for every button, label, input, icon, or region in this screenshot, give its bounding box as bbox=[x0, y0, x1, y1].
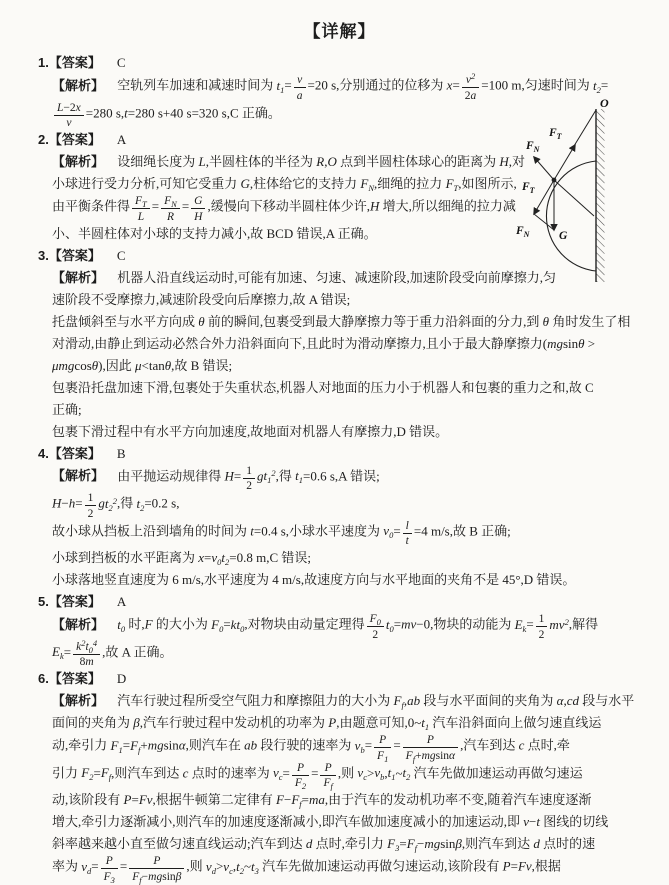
solution-paragraph: 【解析】 $t_0$ 时,F 的大小为 $F_0=kt_0$,对物块由动量定理得 $\frac{F_0}{2}$ $t_0=mv-0$,物块的动能为 $E_k=$ $\frac{1}{2}$ $mv^2$,解得 bbox=[52, 613, 599, 641]
normal-force-arrow bbox=[534, 157, 554, 180]
normal-force-label-upper: $F_N$ bbox=[526, 140, 540, 154]
radius-line bbox=[554, 180, 594, 216]
answer-label: 5.【答案】 bbox=[38, 594, 101, 609]
ball-dot bbox=[552, 178, 557, 183]
tension-label-lower: $F_T$ bbox=[522, 181, 535, 195]
solution-paragraph: 小、半圆柱体对小球的支持力减小,故 BCD 错误,A 正确。 bbox=[52, 225, 377, 241]
solution-paragraph: 托盘倾斜至与水平方向成 θ 前的瞬间,包裹受到最大静摩擦力等于重力沿斜面的分力,到 θ 角时发生了相 bbox=[52, 313, 631, 329]
tension-label-upper: $F_T$ bbox=[549, 127, 562, 141]
solution-paragraph: 【解析】 汽车行驶过程所受空气阻力和摩擦阻力的大小为 $F_f,ab$ 段与水平面间的夹角为 α,cd 段与水平 bbox=[52, 693, 635, 710]
answer-item-6 bbox=[38, 668, 641, 883]
force-diagram bbox=[508, 94, 636, 294]
answer-item-4 bbox=[38, 443, 641, 592]
answer-item-5 bbox=[38, 591, 641, 668]
solution-paragraph: μmgcosθ),因此 μ<tanθ,故 B 错误; bbox=[52, 357, 233, 373]
point-o-label: O bbox=[600, 96, 609, 110]
solution-paragraph: 【解析】 设细绳长度为 L,半圆柱体的半径为 R,O 点到半圆柱体球心的距离为 H,对 bbox=[52, 154, 526, 169]
solution-paragraph: 引力 $F_2=F_f$,则汽车到达 c 点时的速率为 $v_c=$ $\frac{P}{F_2}$ = $\frac{P}{F_f}$ ,则 $v_c>v_b,t_1\sim t_2$ 汽车先做加速运动再做匀速运 bbox=[52, 761, 583, 791]
answer-label: 2.【答案】 bbox=[38, 132, 101, 147]
solution-paragraph: 斜率越来越小直至做匀速直线运动;汽车到达 d 点时,牵引力 $F_3=F_f-mgsin\beta$,则汽车到达 d 点时的速 bbox=[52, 836, 596, 853]
wall-hatching bbox=[597, 109, 605, 282]
solution-paragraph: 包裹下滑过程中有水平方向加速度,故地面对机器人有摩擦力,D 错误。 bbox=[52, 423, 449, 439]
answer-value: D bbox=[116, 671, 127, 686]
answer-value: B bbox=[116, 445, 126, 461]
normal-force-label-lower: $F_N$ bbox=[516, 225, 530, 239]
solution-paragraph: 包裹沿托盘加速下滑,包裹处于失重状态,机器人对地面的压力小于机器人和包裹的重力之和,故 C bbox=[52, 379, 594, 395]
answer-label: 6.【答案】 bbox=[38, 671, 101, 686]
gravity-label: G bbox=[559, 230, 568, 242]
tension-component-arrow bbox=[534, 180, 554, 214]
solution-paragraph: H−h= $\frac{1}{2}$ $gt_2^2$,得 $t_2=0.2$ s, bbox=[52, 492, 180, 520]
answer-line bbox=[38, 591, 641, 613]
answer-label: 3.【答案】 bbox=[38, 247, 101, 263]
page-title: 【详解】 bbox=[303, 22, 376, 41]
answer-value: C bbox=[116, 55, 126, 70]
solution-paragraph: 小球到挡板的水平距离为 $x=v_0t_2=0.8$ m,C 错误; bbox=[52, 550, 312, 567]
answer-label: 1.【答案】 bbox=[38, 55, 101, 70]
solution-paragraph: $E_k=$ $\frac{k^2t_0^4}{8m}$ ,故 A 正确。 bbox=[52, 637, 173, 668]
answer-label: 4.【答案】 bbox=[38, 445, 101, 461]
solution-paragraph: 对滑动,由静止到运动必然合外力沿斜面向下,且此时为滑动摩擦力,且小于最大静摩擦力(mgsinθ > bbox=[52, 335, 596, 351]
solution-paragraph: 面间的夹角为 β,汽车行驶过程中发动机的功率为 P,由题意可知$,0\sim t_1$ 汽车沿斜面向上做匀速直线运 bbox=[52, 715, 602, 732]
solution-paragraph: 【解析】 由平抛运动规律得 H= $\frac{1}{2}$ $gt_1^2$,得 $t_1=0.6$ s,A 错误; bbox=[52, 464, 380, 492]
solution-paragraph: 【解析】 机器人沿直线运动时,可能有加速、匀速、减速阶段,加速阶段受向前摩擦力,匀 bbox=[52, 269, 557, 285]
answer-line bbox=[38, 443, 641, 465]
answer-line bbox=[38, 668, 641, 690]
solution-paragraph: 故小球从挡板上沿到墙角的时间为 t=0.4 s,小球水平速度为 $v_0=$ $\frac{l}{t}$ =4 m/s,故 B 正确; bbox=[52, 519, 511, 547]
solution-paragraph: 由平衡条件得 $\frac{F_T}{L}$ = $\frac{F_N}{R}$ = $\frac{G}{H}$ ,缓慢向下移动半圆柱体少许,H 增大,所以细绳的拉力减 bbox=[52, 195, 516, 223]
solution-paragraph: 率为 $v_d=$ $\frac{P}{F_3}$ = $\frac{P}{F_f-mgsin\beta}$ ,则 $v_d>v_c,t_2\sim t_3$ 汽车先做加速运动再做匀速运动,该阶段有 P=Fv,根据 bbox=[52, 855, 561, 885]
solution-paragraph: 增大,牵引力逐渐减小,则汽车的加速度逐渐减小,即汽车做加速度减小的加速运动,即 v−t 图线的切线 bbox=[52, 814, 609, 829]
solution-paragraph: 【解析】 空轨列车加速和减速时间为 $t_1=$ $\frac{v}{a}$ =20 s,分别通过的位移为 x= $\frac{v^2}{2a}$ =100 m,匀速时间为 $t_2=$ bbox=[52, 71, 609, 102]
force-triangle-line bbox=[534, 214, 554, 230]
solution-paragraph: 速阶段不受摩擦力,减速阶段受向后摩擦力,故 A 错误; bbox=[52, 291, 351, 307]
answer-value: A bbox=[116, 132, 127, 147]
solution-paragraph: 小球落地竖直速度为 6 m/s,水平速度为 4 m/s,故速度方向与水平地面的夹角不是 45°,D 错误。 bbox=[52, 572, 576, 587]
solution-paragraph: 动,该阶段有 P=Fv,根据牛顿第二定律有 $F-F_f=ma$,由于汽车的发动机功率不变,随着汽车速度逐渐 bbox=[52, 792, 592, 809]
solution-paragraph: 小球进行受力分析,可知它受重力 G,柱体给它的支持力 $F_N$,细绳的拉力 $F_T$,如图所示, bbox=[52, 176, 517, 193]
solution-paragraph: 正确; bbox=[52, 401, 82, 417]
solution-paragraph: 动,牵引力 $F_1=F_f+mgsin\alpha$,则汽车在 ab 段行驶的速率为 $v_b=$ $\frac{P}{F_1}$ = $\frac{P}{F_f+mgsin\alpha}$ ,汽车到达 c 点时,牵 bbox=[52, 734, 570, 764]
answer-value: C bbox=[116, 247, 126, 263]
solution-paragraph: $\frac{L-2x}{v}$ =280 s,t=280 s+40 s=320 s,C 正确。 bbox=[52, 102, 641, 130]
answer-line bbox=[38, 52, 641, 74]
answer-value: A bbox=[116, 594, 127, 609]
force-diagram-figure bbox=[508, 94, 636, 294]
rope-line bbox=[574, 110, 596, 146]
